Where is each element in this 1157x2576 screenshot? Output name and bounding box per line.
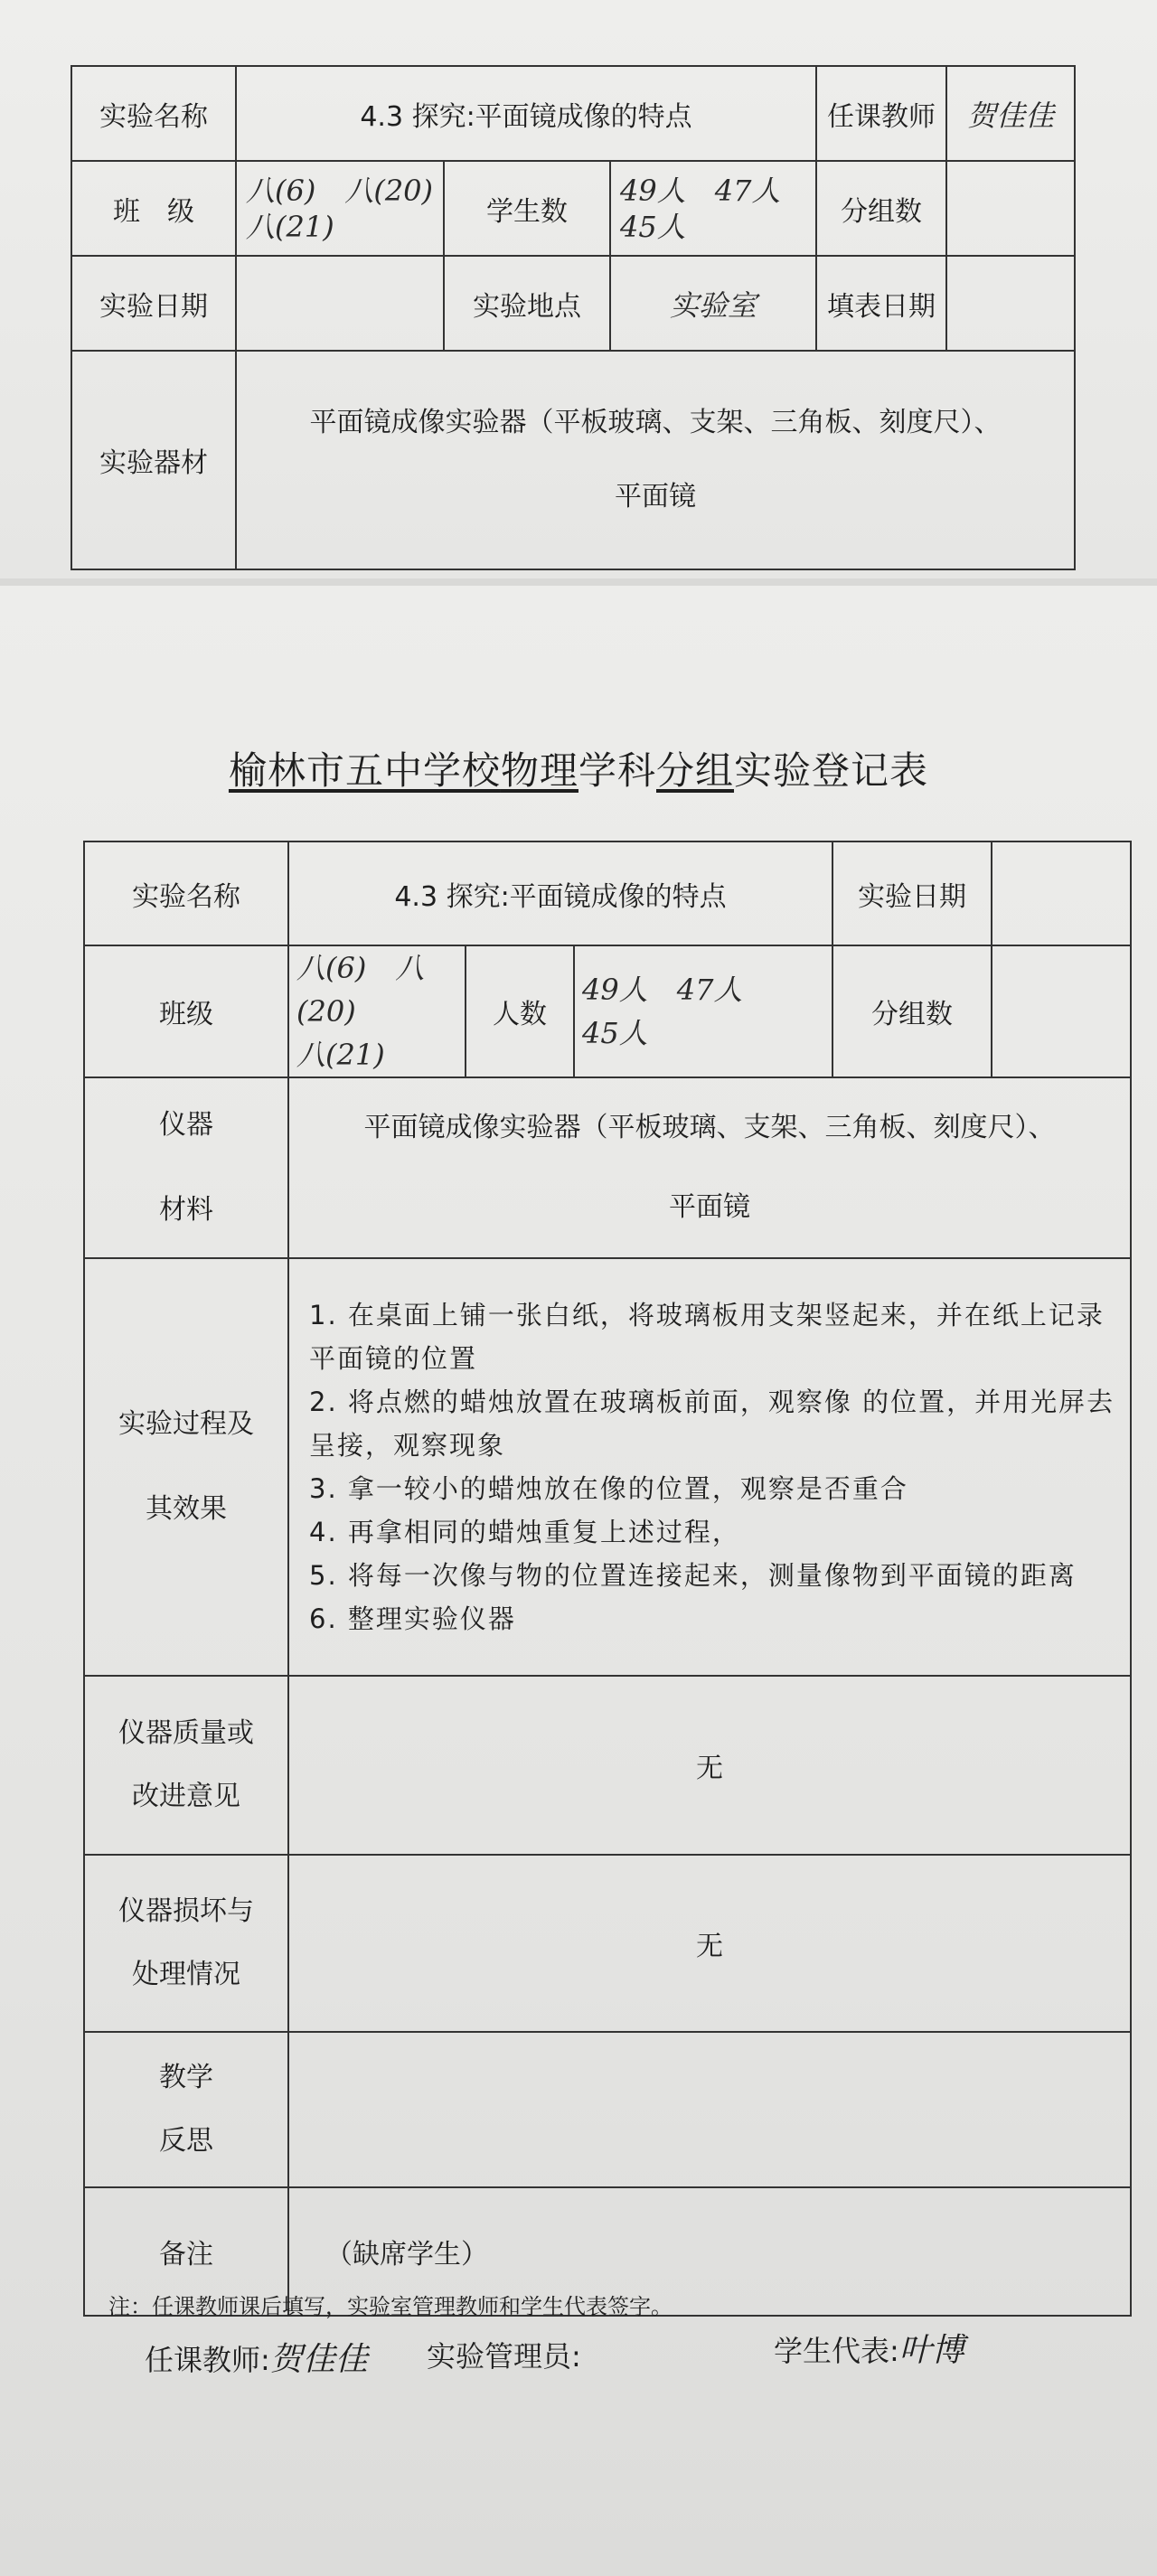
experiment-name-value: 4.3 探究:平面镜成像的特点 (236, 66, 816, 161)
label-experiment-name: 实验名称 (84, 841, 288, 945)
reflection-value (288, 2032, 1131, 2187)
form-title (0, 741, 1157, 795)
process-cell (288, 1258, 1131, 1676)
label-process: 实验过程及 其效果 (84, 1258, 288, 1676)
experiment-place-value: 实验室 (610, 256, 816, 351)
label-experiment-place: 实验地点 (444, 256, 610, 351)
experiment-date-value (992, 841, 1131, 945)
group-count-value (992, 945, 1131, 1077)
instruments-value: 平面镜成像实验器（平板玻璃、支架、三角板、刻度尺）、 平面镜 (288, 1077, 1131, 1258)
label-instruments: 仪器 材料 (84, 1077, 288, 1258)
fill-date-value (946, 256, 1075, 351)
label-people: 人数 (466, 945, 574, 1077)
teacher-signature-label: 任课教师: (145, 2343, 270, 2377)
process-step: 3. 拿一较小的蜡烛放在像的位置，观察是否重合 (309, 1473, 908, 1504)
title-register: 实验登记表 (734, 748, 929, 793)
teacher-signature: 贺佳佳 (269, 2341, 368, 2378)
top-sheet (0, 0, 1157, 578)
label-remarks: 备注 (84, 2187, 288, 2316)
label-reflection: 教学 反思 (84, 2032, 288, 2187)
label-experiment-name: 实验名称 (71, 66, 236, 161)
title-subject: 物理 (500, 748, 578, 793)
form-note: 注：任课教师课后填写，实验室管理教师和学生代表签字。 (108, 2294, 673, 2319)
label-equipment: 实验器材 (71, 351, 236, 569)
label-group-count: 分组数 (816, 161, 946, 256)
registration-table (83, 841, 1132, 2317)
label-teacher: 任课教师 (816, 66, 946, 161)
process-step: 5. 将每一次像与物的位置连接起来，测量像物到平面镜的距离 (309, 1560, 1077, 1591)
class-value: 八(6) 八(20) 八(21) (288, 945, 466, 1077)
teacher-signature-block (145, 2334, 368, 2380)
damage-value: 无 (288, 1855, 1131, 2032)
remarks-value: （缺席学生） (288, 2187, 1131, 2316)
experiment-date-value (236, 256, 444, 351)
top-form-table (71, 65, 1076, 570)
process-steps (289, 1284, 1130, 1650)
people-value: 49人 47人 45人 (574, 945, 832, 1077)
label-class: 班 级 (71, 161, 236, 256)
rep-signature-block (774, 2325, 964, 2371)
class-value: 八(6) 八(20) 八(21) (236, 161, 444, 256)
label-experiment-date: 实验日期 (71, 256, 236, 351)
title-discipline: 学科 (578, 748, 656, 793)
label-student-count: 学生数 (444, 161, 610, 256)
label-damage: 仪器损坏与 处理情况 (84, 1855, 288, 2032)
process-step: 6. 整理实验仪器 (309, 1603, 516, 1634)
label-group-count: 分组数 (832, 945, 992, 1077)
process-step: 1. 在桌面上铺一张白纸，将玻璃板用支架竖起来，并在纸上记录平面镜的位置 (309, 1300, 1105, 1374)
admin-signature-block (427, 2334, 581, 2375)
signature-line (0, 2325, 1157, 2406)
rep-signature: 叶博 (898, 2332, 964, 2369)
experiment-name-value: 4.3 探究:平面镜成像的特点 (288, 841, 832, 945)
group-count-value (946, 161, 1075, 256)
label-quality: 仪器质量或 改进意见 (84, 1676, 288, 1855)
process-step: 4. 再拿相同的蜡烛重复上述过程， (309, 1517, 740, 1547)
title-group: 分组 (656, 748, 735, 793)
label-class: 班级 (84, 945, 288, 1077)
label-fill-date: 填表日期 (816, 256, 946, 351)
quality-value: 无 (288, 1676, 1131, 1855)
teacher-value: 贺佳佳 (946, 66, 1075, 161)
label-experiment-date: 实验日期 (832, 841, 992, 945)
rep-signature-label: 学生代表: (774, 2334, 899, 2368)
equipment-value: 平面镜成像实验器（平板玻璃、支架、三角板、刻度尺）、 平面镜 (236, 351, 1075, 569)
process-step: 2. 将点燃的蜡烛放置在玻璃板前面，观察像 的位置，并用光屏去呈接，观察现象 (309, 1387, 1115, 1461)
title-school: 榆林市五中学校 (228, 748, 501, 793)
admin-signature-label: 实验管理员: (427, 2339, 581, 2374)
student-count-value: 49人 47人 45人 (610, 161, 816, 256)
